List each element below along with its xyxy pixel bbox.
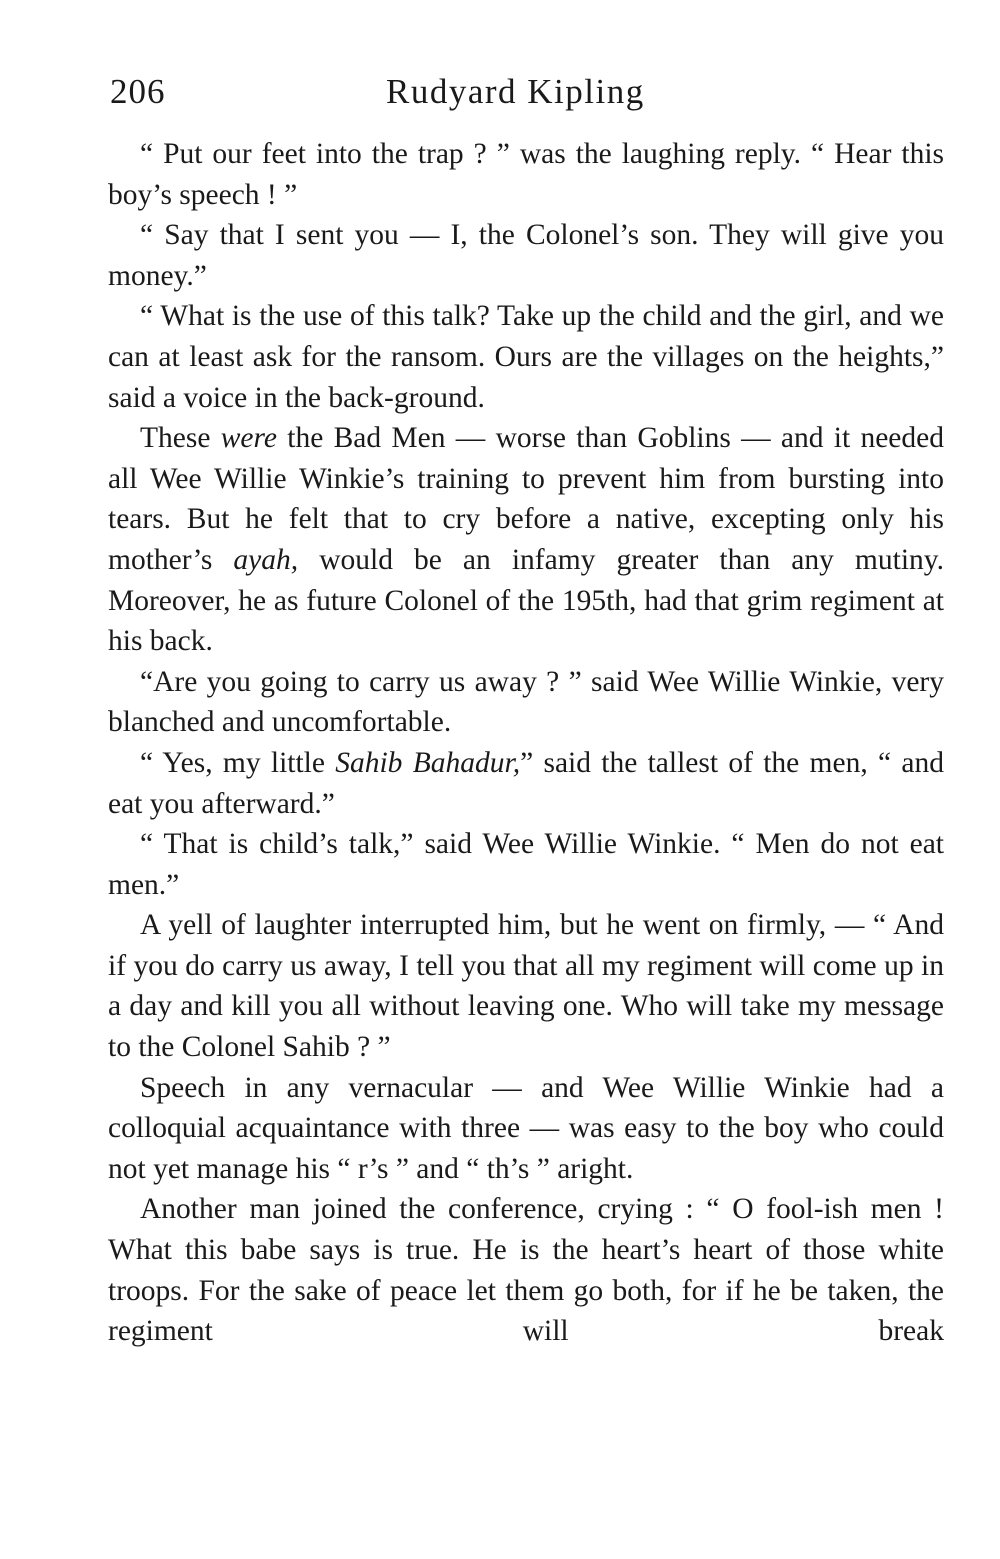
paragraph <box>108 134 944 215</box>
italic-text: ayah, <box>233 543 299 576</box>
text-run: would be an infamy greater than any mutiny. Moreover, he as future Colonel of the 195th, had that grim regiment at his back. <box>108 543 944 658</box>
paragraph <box>108 824 944 905</box>
text-run: ” said the tallest of the men, “ and eat you afterward.” <box>108 746 944 820</box>
paragraph <box>108 1068 944 1190</box>
paragraph <box>108 1189 944 1351</box>
text-run: “ Yes, my little <box>140 746 336 779</box>
italic-text: Sahib Bahadur, <box>335 746 521 779</box>
text-run: Another man joined the conference, crying : “ O fool-ish men ! What this babe says is true. He is the heart’s heart of those white troops. For the sake of peace let them go both, for if he be taken, the regiment will break <box>108 1193 944 1348</box>
text-run: “ That is child’s talk,” said Wee Willie Winkie. “ Men do not eat men.” <box>108 828 944 901</box>
text-run: “ Put our feet into the trap ? ” was the laughing reply. “ Hear this boy’s speech ! ” <box>108 138 944 211</box>
text-run: “Are you going to carry us away ? ” said Wee Willie Winkie, very blanched and uncomfortable. <box>108 665 944 739</box>
running-title: Rudyard Kipling <box>386 72 645 111</box>
page-header <box>108 62 944 134</box>
paragraph <box>108 215 944 296</box>
paragraph <box>108 662 944 743</box>
text-run: the Bad Men — worse than Goblins — and it needed all Wee Willie Winkie’s training to prevent him from bursting into tears. But he felt that to cry before a native, excepting only his mother’s <box>108 422 944 576</box>
text-run: These <box>140 422 221 455</box>
text-run: A yell of laughter interrupted him, but he went on firmly, — “ And if you do carry us away, I tell you that all my regiment will come up in a day and kill you all without leaving one. Who will take my message to the Colonel Sahib ? ” <box>108 909 944 1064</box>
paragraph <box>108 905 944 1067</box>
text-run: “ What is the use of this talk? Take up the child and the girl, and we can at least ask for the ransom. Ours are the villages on the heights,” said a voice in the back-ground. <box>108 300 944 414</box>
paragraph <box>108 743 944 824</box>
page-number: 206 <box>110 72 166 111</box>
text-run: “ Say that I sent you — I, the Colonel’s son. They will give you money.” <box>108 219 944 292</box>
italic-text: were <box>220 422 277 455</box>
body-text <box>108 134 944 1352</box>
paragraph <box>108 418 944 662</box>
paragraph <box>108 296 944 418</box>
text-run: Speech in any vernacular — and Wee Willie Winkie had a colloquial acquaintance with three — was easy to the boy who could not yet manage his “ r’s ” and “ th’s ” aright. <box>108 1071 944 1185</box>
book-page <box>108 62 944 1352</box>
